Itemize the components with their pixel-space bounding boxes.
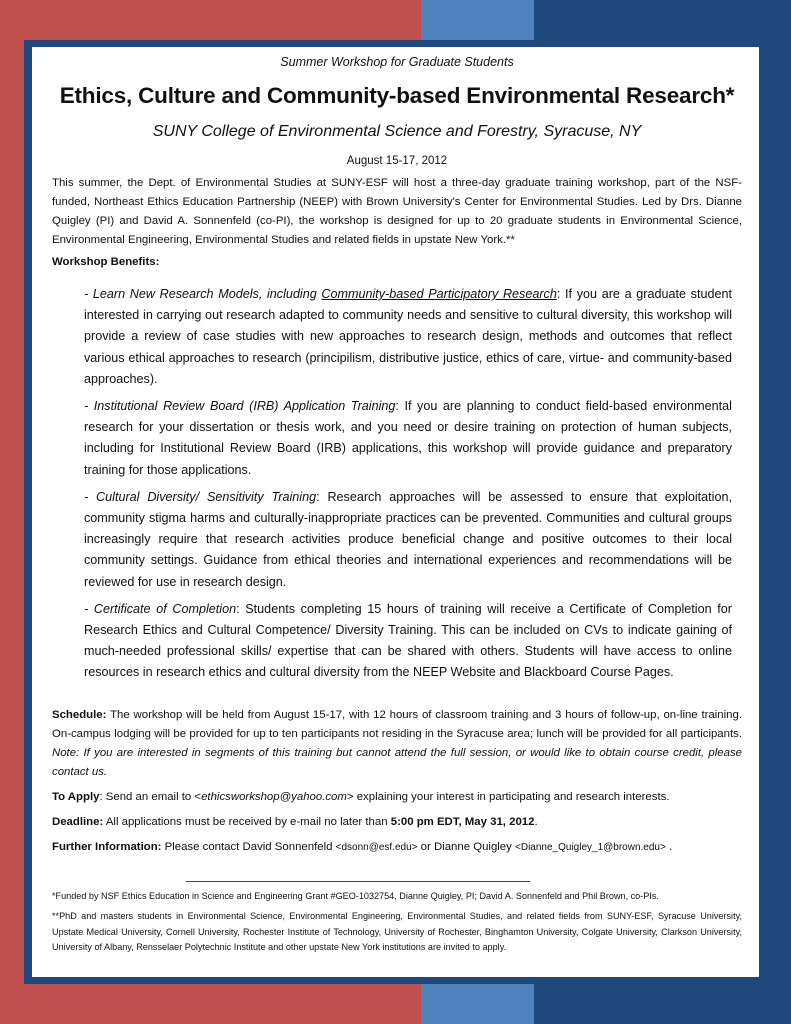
flyer-content <box>52 53 742 956</box>
benefit-body: : If you are planning to conduct field-based environmental research for your dissertation or thesis work, and you need or desire training on protection of human subjects, including for Institutional Review Board (IRB) applications, this workshop will provide guidance and preparatory training for those applications. <box>84 399 732 477</box>
top-light-blue-segment <box>421 0 534 40</box>
deadline-line <box>52 813 742 832</box>
further-post: . <box>665 840 673 853</box>
sonnenfeld-email-link[interactable]: <dsonn@esf.edu> <box>335 841 418 853</box>
further-pre: Please contact David Sonnenfeld <box>161 840 336 853</box>
schedule-label: Schedule: <box>52 708 107 721</box>
benefit-lead: - Cultural Diversity/ Sensitivity Training <box>84 489 317 504</box>
further-mid: or Dianne Quigley <box>417 840 516 853</box>
deadline-post: . <box>534 815 538 828</box>
benefit-link[interactable]: Community-based Participatory Research <box>321 287 557 301</box>
apply-line <box>52 788 742 807</box>
benefit-body: : Research approaches will be assessed to ensure that exploitation, community stigma harms and culturally-inappropriate practices can be prevented. Communities and cultural groups increasingly require that research activities produce beneficial change and positive outcomes to their local community settings. Guidance from ethical theories and international experiences and recommendations will be reviewed for use in research design. <box>84 489 732 589</box>
intro-paragraph: This summer, the Dept. of Environmental Studies at SUNY-ESF will host a three-day graduate training workshop, part of the NSF-funded, Northeast Ethics Education Partnership (NEEP) with Brown University's Center for Environmental Studies. Led by Drs. Dianne Quigley (PI) and David A. Sonnenfeld (co-PI), the workshop is designed for up to 20 graduate students in Environmental Science, Environmental Engineering, Environmental Studies and related fields in upstate New York.** <box>52 177 742 246</box>
further-label: Further Information: <box>52 840 162 853</box>
deadline-label: Deadline: <box>52 815 104 828</box>
further-info-line <box>52 838 742 857</box>
event-date: August 15-17, 2012 <box>346 155 448 167</box>
deadline-pre: All applications must be received by e-mail no later than <box>103 815 391 828</box>
kicker: Summer Workshop for Graduate Students <box>280 55 514 69</box>
flyer-page <box>32 47 759 977</box>
benefit-certificate <box>84 599 732 684</box>
benefit-body: : Students completing 15 hours of training will receive a Certificate of Completion for Research Ethics and Cultural Competence/ Diversity Training. This can be included on CVs to indicate gaining of much-needed professional skills/ expertise that can be shared with others. Students will have access to online resources in research ethics and cultural diversity from the NEEP Website and Blackboard Course Pages. <box>84 601 732 680</box>
footnote-divider <box>186 881 530 882</box>
quigley-email-link[interactable]: <Dianne_Quigley_1@brown.edu> <box>515 841 666 853</box>
bottom-light-blue-segment <box>421 984 534 1024</box>
benefits-heading: Workshop Benefits: <box>52 256 160 268</box>
benefit-lead: - Learn New Research Models, including <box>84 287 322 301</box>
benefit-lead: - Certificate of Completion <box>84 601 237 616</box>
apply-email-link[interactable]: ethicsworkshop@yahoo.com <box>201 790 347 803</box>
page-title: Ethics, Culture and Community-based Environmental Research* <box>59 83 735 108</box>
bottom-color-bar <box>0 984 791 1024</box>
benefit-body: : If you are a graduate student interested in carrying out research adapted to community needs and sensitive to cultural diversity, this workshop will provide a review of case studies with new approaches to research design, methods and outcomes that reflect various ethical approaches to research (principilism, distributive justice, ethics of care, virtue- and community-based approaches). <box>84 287 732 386</box>
top-color-bar <box>0 0 791 40</box>
footnote-funding: *Funded by NSF Ethics Education in Science and Engineering Grant #GEO-1032754, Dianne Quigley, PI; David A. Sonnenfeld and Phil Brown, co-PIs. <box>52 890 659 901</box>
footnote-eligibility: **PhD and masters students in Environmental Science, Environmental Engineering, Environmental Studies, and related fields from SUNY-ESF, Syracuse University, Upstate Medical University, Cornell University, Rochester Institute of Technology, University of Rochester, Binghamton University, Colgate University, Clarkson University, University of Albany, Rensselaer Polytechnic Institute and other upstate New York institutions are invited to apply. <box>52 911 742 953</box>
schedule-note: Note: If you are interested in segments of this training but cannot attend the full session, or would like to obtain course credit, please contact us. <box>52 746 742 778</box>
deadline-when: 5:00 pm EDT, May 31, 2012 <box>390 815 535 828</box>
schedule-paragraph <box>52 706 742 782</box>
apply-label: To Apply <box>52 790 100 803</box>
benefit-research-models <box>84 284 732 390</box>
top-red-segment <box>0 0 421 40</box>
bottom-red-segment <box>0 984 421 1024</box>
bottom-dark-blue-segment <box>534 984 791 1024</box>
schedule-text: The workshop will be held from August 15-17, with 12 hours of classroom training and 3 hours of follow-up, on-line training. On-campus lodging will be provided for up to ten participants not residing in the Syracuse area; lunch will be provided for all participants. <box>52 708 742 740</box>
benefit-lead: - Institutional Review Board (IRB) Application Training <box>84 399 396 414</box>
benefit-cultural-diversity <box>84 487 732 593</box>
apply-pre: : Send an email to < <box>99 790 202 803</box>
subtitle: SUNY College of Environmental Science and Forestry, Syracuse, NY <box>152 123 642 140</box>
benefit-irb-training <box>84 396 732 481</box>
apply-post: > explaining your interest in participating and research interests. <box>346 790 670 803</box>
top-dark-blue-segment <box>534 0 791 40</box>
